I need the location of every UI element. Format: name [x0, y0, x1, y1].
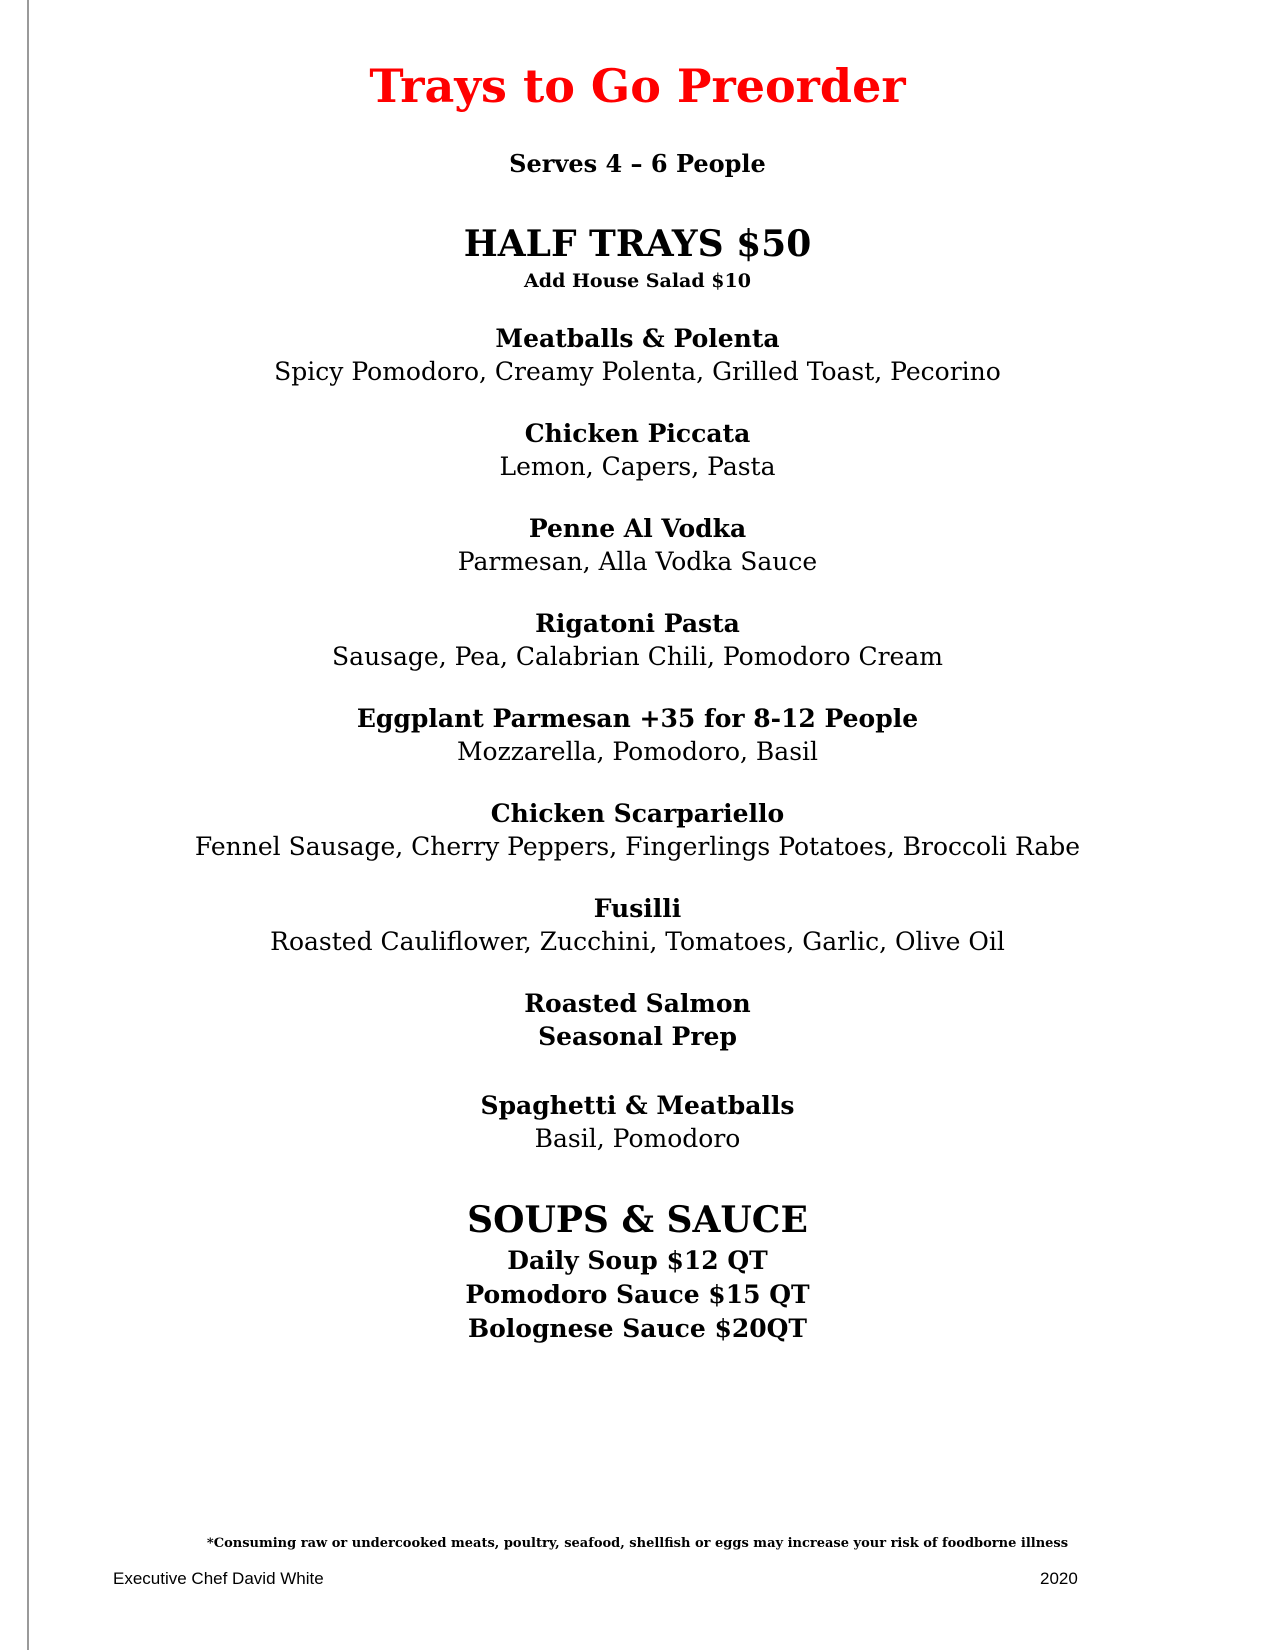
item-name: Spaghetti & Meatballs [480, 1091, 795, 1120]
item-name: Eggplant Parmesan +35 for 8-12 People [356, 704, 919, 733]
page-title: Trays to Go Preorder [369, 59, 906, 113]
item-name: Meatballs & Polenta [495, 324, 780, 353]
soups-sauce-heading: SOUPS & SAUCE [467, 1199, 808, 1241]
footer-year: 2020 [1040, 1569, 1078, 1588]
item-description: Spicy Pomodoro, Creamy Polenta, Grilled Toast, Pecorino [274, 357, 1001, 386]
menu-item-rigatoni-pasta [110, 607, 1165, 702]
add-salad-note: Add House Salad $10 [524, 270, 751, 292]
item-description: Roasted Cauliflower, Zucchini, Tomatoes, Garlic, Olive Oil [270, 927, 1005, 956]
item-name: Roasted Salmon [524, 989, 751, 1018]
item-description: Sausage, Pea, Calabrian Chili, Pomodoro Cream [332, 642, 943, 671]
item-name: Chicken Scarpariello [490, 799, 785, 828]
footer-chef-name: Executive Chef David White [113, 1569, 324, 1588]
item-description: Basil, Pomodoro [534, 1124, 741, 1153]
serves-note: Serves 4 – 6 People [509, 149, 766, 178]
soup-item-daily-soup: Daily Soup $12 QT [507, 1246, 768, 1275]
soup-item-bolognese-sauce: Bolognese Sauce $20QT [467, 1314, 808, 1343]
menu-item-penne-al-vodka [110, 512, 1165, 607]
foodborne-disclaimer: *Consuming raw or undercooked meats, poultry, seafood, shellfish or eggs may increase your risk of foodborne illness [206, 1536, 1069, 1551]
menu-item-spaghetti-meatballs [110, 1089, 1165, 1184]
item-description: Mozzarella, Pomodoro, Basil [456, 737, 819, 766]
soup-item-pomodoro-sauce: Pomodoro Sauce $15 QT [465, 1280, 810, 1309]
item-name: Penne Al Vodka [528, 514, 747, 543]
menu-item-meatballs-polenta [110, 322, 1165, 417]
item-name: Chicken Piccata [524, 419, 751, 448]
menu-item-chicken-scarpariello [110, 797, 1165, 892]
item-description: Fennel Sausage, Cherry Peppers, Fingerlings Potatoes, Broccoli Rabe [194, 832, 1081, 861]
half-trays-heading: HALF TRAYS $50 [463, 223, 812, 265]
menu-item-fusilli [110, 892, 1165, 987]
item-description: Lemon, Capers, Pasta [499, 452, 776, 481]
item-name: Rigatoni Pasta [535, 609, 740, 638]
item-description: Seasonal Prep [538, 1022, 737, 1051]
menu-item-roasted-salmon [110, 987, 1165, 1089]
soups-list [110, 1244, 1165, 1346]
menu-list [110, 322, 1165, 1184]
page-left-border [27, 0, 29, 1650]
menu-item-eggplant-parmesan [110, 702, 1165, 797]
item-description: Parmesan, Alla Vodka Sauce [457, 547, 818, 576]
menu-item-chicken-piccata [110, 417, 1165, 512]
item-name: Fusilli [593, 894, 682, 923]
